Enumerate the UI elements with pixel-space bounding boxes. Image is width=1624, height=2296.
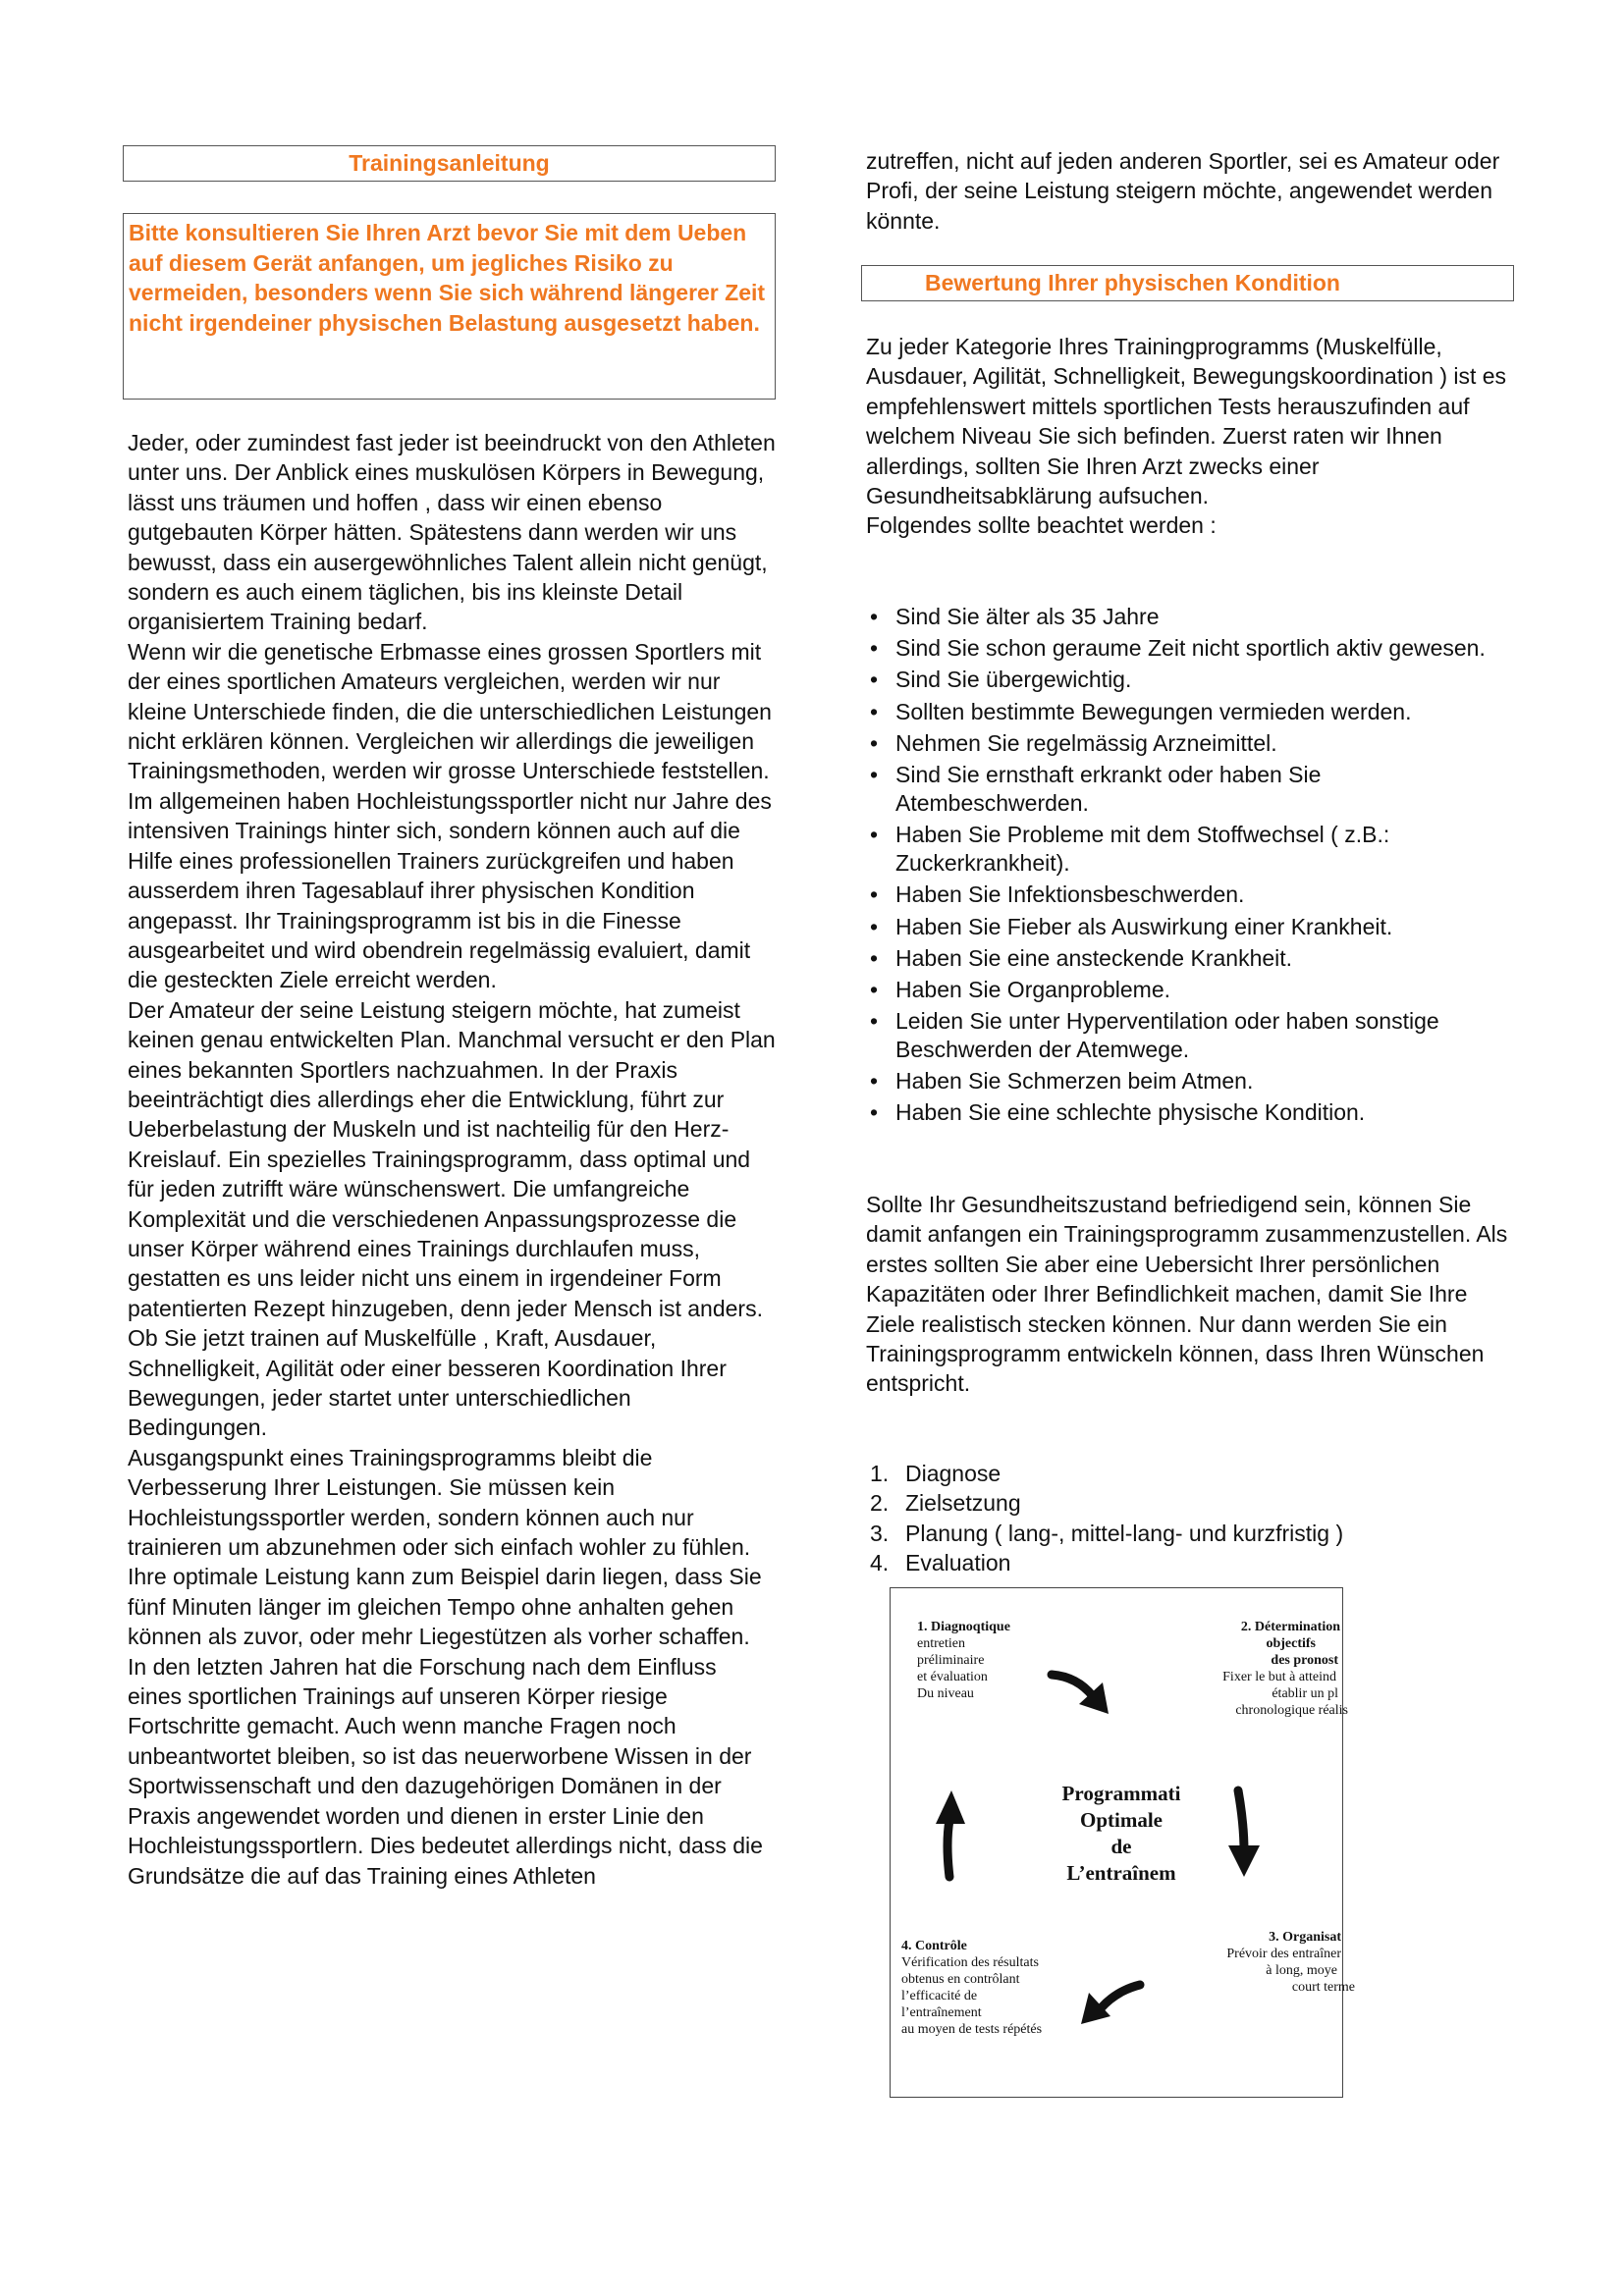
paragraph: Wenn wir die genetische Erbmasse eines grossen Sportlers mit der eines sportlichen Amateurs vergleichen, werden wir nur kleine Unterschiede finden, die die unterschiedlichen Leistungen nicht erklären können. Vergleichen wir allerdings die jeweiligen Trainingsmethoden, werden wir grosse Unterschiede feststellen. Im allgemeinen haben Hochleistungssportler nicht nur Jahre des intensiven Trainings hinter sich, sondern können auch auf die Hilfe eines professionellen Trainers zurückgreifen und haben ausserdem ihren Tagesablauf ihrer physischen Kondition angepasst. Ihr Trainingsprogramm ist bis in die Finesse ausgearbeitet und wird obendrein regelmässig evaluiert, damit die gesteckten Ziele erreicht werden. [128,638,772,993]
paragraph: Jeder, oder zumindest fast jeder ist beeindruckt von den Athleten unter uns. Der Anblick eines muskulösen Körpers in Bewegung, lässt uns träumen und hoffen , dass wir einen ebenso gutgebauten Körper hätten. Spätestens dann werden wir uns bewusst, dass ein ausergewöhnliches Talent allein nicht genügt, sondern es auch einem täglichen, bis ins kleinste Detail organisiertem Training bedarf. [128,430,776,635]
list-item: • Sind Sie übergewichtig. [866,666,1514,694]
intro-body [128,428,776,1891]
warning-text: Bitte konsultieren Sie Ihren Arzt bevor Sie mit dem Ueben auf diesem Gerät anfangen, um jegliches Risiko zu vermeiden, besonders wenn Sie sich während längerer Zeit nicht irgendeiner physischen Belastung ausgesetzt haben. [129,220,766,336]
step-label: Diagnose [905,1461,1001,1486]
diagram-step-organisation [1175,1929,1357,1996]
diagram-step-title: 4. Contrôle [901,1939,967,1953]
section-title-bewertung [861,265,1514,301]
step-label: Planung ( lang-, mittel-lang- und kurzfristig ) [905,1520,1344,1546]
diagram-step-diagnostic [917,1619,1010,1702]
diagram-line: établir un pl [1272,1686,1338,1701]
diagram-step-title: 2. Détermination [1240,1620,1340,1634]
step-label: Evaluation [905,1550,1011,1576]
diagram-line: à long, moye [1266,1963,1337,1978]
list-item: • Haben Sie Fieber als Auswirkung einer Krankheit. [866,913,1514,941]
diagram-line: l’efficacité de [901,1989,978,2003]
diagram-step-control [901,1938,1042,2038]
diagram-center-title [1033,1781,1210,1887]
assessment-intro [866,332,1514,541]
diagram-center-line: L’entraînem [1066,1861,1176,1885]
step-number: 1. [870,1461,890,1486]
section-title-text: Bewertung Ihrer physischen Kondition [925,270,1340,295]
diagram-line: Vérification des résultats [901,1955,1039,1970]
diagram-line: l’entraînement [901,2005,982,2020]
diagram-line: Du niveau [917,1686,974,1701]
warning-box [123,213,776,400]
arrow-right-icon [1048,1657,1126,1726]
planning-steps [866,1459,1514,1578]
diagram-step-title: 1. Diagnoqtique [917,1620,1010,1634]
continuation-text [866,146,1514,236]
paragraph: Folgendes sollte beachtet werden : [866,512,1217,539]
diagram-line: Prévoir des entraîner [1226,1947,1341,1961]
paragraph: Zu jeder Kategorie Ihres Trainingprogramms (Muskelfülle, Ausdauer, Agilität, Schnelligkeit, Bewegungskoordination ) ist es empfehlenswert mittels sportlichen Tests herauszufinden auf welchem Niveau Sie sich befinden. Zuerst raten wir Ihnen allerdings, sollten Sie Ihren Arzt zwecks einer Gesundheitsabklärung aufsuchen. [866,334,1507,509]
step-item [866,1488,1514,1518]
diagram-line: court terme [1291,1980,1355,1995]
paragraph: In den letzten Jahren hat die Forschung nach dem Einfluss eines sportlichen Trainings auf unseren Körper riesige Fortschritte gemacht. Auch wenn manche Fragen noch unbeantwortet bleiben, so ist das neuerworbene Wissen in der Sportwissenschaft und den dazugehörigen Domänen in der Praxis angewendet worden und dienen in erster Linie den Hochleistungssportlern. Dies bedeutet allerdings nicht, dass die Grundsätze die auf das Training eines Athleten [128,1653,763,1889]
training-cycle-diagram [890,1587,1355,2098]
paragraph: Ausgangspunkt eines Trainingsprogramms bleibt die Verbesserung Ihrer Leistungen. Sie müssen kein Hochleistungssportler werden, sondern können auch nur trainieren um abzunehmen oder sich einfach wohler zu fühlen. Ihre optimale Leistung kann zum Beispiel darin liegen, dass Sie fünf Minuten länger im gleichen Tempo ohne anhalten gehen können als zuvor, oder mehr Liegestützen als vorher schaffen. [128,1444,762,1650]
step-item [866,1459,1514,1488]
list-item: • Sind Sie schon geraume Zeit nicht sportlich aktiv gewesen. [866,634,1514,663]
arrow-up-icon [920,1785,979,1883]
diagram-line: et évaluation [917,1670,988,1684]
diagram-line: chronologique réalis [1235,1703,1348,1718]
section-title-text: Trainingsanleitung [349,150,550,176]
step-item [866,1548,1514,1577]
step-number: 4. [870,1550,890,1576]
list-item: • Sind Sie ernsthaft erkrankt oder haben Sie Atembeschwerden. [866,761,1514,818]
paragraph: Sollte Ihr Gesundheitszustand befriedigend sein, können Sie damit anfangen ein Trainingsprogramm zusammenzustellen. Als erstes sollten Sie aber eine Uebersicht Ihrer persönlichen Kapazitäten oder Ihrer Befindlichkeit machen, damit Sie Ihre Ziele realistisch stecken können. Nur dann werden Sie ein Trainingsprogramm entwickeln können, dass Ihren Wünschen entspricht. [866,1192,1508,1397]
step-number: 3. [870,1520,890,1546]
list-item: • Haben Sie Organprobleme. [866,976,1514,1004]
checklist [866,603,1514,1131]
diagram-line: obtenus en contrôlant [901,1972,1020,1987]
step-item [866,1519,1514,1548]
summary-text [866,1190,1514,1399]
diagram-step-title: 3. Organisat [1269,1930,1341,1945]
list-item: • Leiden Sie unter Hyperventilation oder haben sonstige Beschwerden der Atemwege. [866,1007,1514,1064]
diagram-line: objectifs [1266,1636,1316,1651]
diagram-line: au moyen de tests répétés [901,2022,1043,2037]
list-item: • Sollten bestimmte Bewegungen vermieden werden. [866,698,1514,726]
list-item: • Sind Sie älter als 35 Jahre [866,603,1514,631]
diagram-center-line: Optimale [1080,1808,1163,1832]
diagram-center-line: Programmati [1061,1782,1181,1805]
section-title-trainingsanleitung [123,145,776,182]
list-item: • Haben Sie Probleme mit dem Stoffwechsel ( z.B.: Zuckerkrankheit). [866,821,1514,878]
list-item: • Haben Sie eine schlechte physische Kondition. [866,1098,1514,1127]
step-number: 2. [870,1490,890,1517]
diagram-center-line: de [1110,1835,1132,1858]
list-item: • Nehmen Sie regelmässig Arzneimittel. [866,729,1514,758]
diagram-line: préliminaire [917,1653,985,1668]
paragraph: Der Amateur der seine Leistung steigern möchte, hat zumeist keinen genau entwickelten Plan. Manchmal versucht er den Plan eines bekannten Sportlers nachzuahmen. In der Praxis beeinträchtigt dies allerdings eher die Entwicklung, führt zur Ueberbelastung der Muskeln und ist nachteilig für den Herz-Kreislauf. Ein spezielles Trainingsprogramm, dass optimal und für jeden zutrifft wäre wünschenswert. Die umfangreiche Komplexität und die verschiedenen Anpassungsprozesse die unser Körper während eines Trainings durchlaufen muss, gestatten es uns leider nicht uns einem in irgendeiner Form patentierten Rezept hinzugeben, denn jeder Mensch ist anders. Ob Sie jetzt trainen auf Muskelfülle , Kraft, Ausdauer, Schnelligkeit, Agilität oder einer besseren Koordination Ihrer Bewegungen, jeder startet unter unterschiedlichen Bedingungen. [128,996,776,1441]
diagram-line: des pronost [1271,1653,1338,1668]
diagram-step-objectives [1169,1619,1358,1719]
diagram-line: entretien [917,1636,965,1651]
list-item: • Haben Sie Infektionsbeschwerden. [866,881,1514,909]
arrow-left-icon [1067,1971,1146,2040]
arrow-down-icon [1215,1785,1273,1883]
list-item: • Haben Sie eine ansteckende Krankheit. [866,944,1514,973]
diagram-line: Fixer le but à atteind [1222,1670,1336,1684]
list-item: • Haben Sie Schmerzen beim Atmen. [866,1067,1514,1095]
step-label: Zielsetzung [905,1490,1021,1517]
paragraph: zutreffen, nicht auf jeden anderen Sportler, sei es Amateur oder Profi, der seine Leistung steigern möchte, angewendet werden könnte. [866,148,1500,234]
